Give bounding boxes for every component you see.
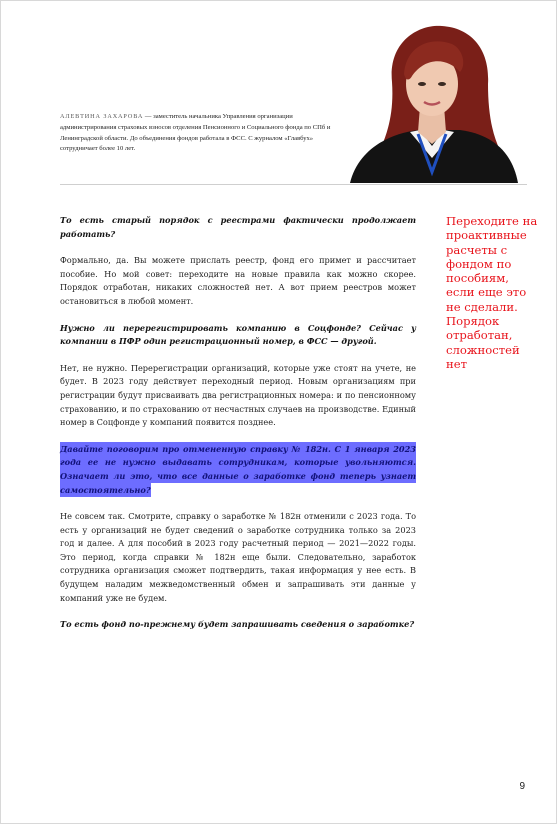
page-number: 9 — [519, 781, 525, 792]
author-bio-text: — заместитель начальника Управления организации администрирования страховых взносов отделения Пенсионного и Социального фонда по СПб и Ленинградской области. До объединения фондов работала в ФСС. С журналом «Главбух» сотрудничает более 10 лет. — [60, 113, 331, 153]
answer-1: Формально, да. Вы можете прислать реестр, фонд его примет и рассчитает пособие. Но мой совет: переходите на новые правила как можно скорее. Порядок отработан, никаких сложностей нет. А вот прием реестров может остановиться в любой момент. — [60, 255, 416, 306]
divider — [60, 184, 527, 185]
highlighted-question-3[interactable]: Давайте поговорим про отмененную справку № 182н. С 1 января 2023 года ее не нужно выдавать сотрудникам, которые увольняются. Означает ли это, что все данные о заработке фонд теперь узнает самостоятельно? — [60, 443, 416, 495]
pull-quote: Переходите на проактивные расчеты с фондом по пособиям, если еще это не сделали. Порядок отработан, сложностей нет — [446, 214, 538, 371]
portrait-photo — [340, 22, 525, 183]
answer-2: Нет, не нужно. Перерегистрации организаций, которые уже стоят на учете, не будет. В 2023 году действует переходный период. Новым организациям при регистрации будут присваивать два регистрационных номера: и по пенсионному страхованию, и по страхованию от несчастных случаев на производстве. Единый номер в Соцфонде у компаний появится позднее. — [60, 362, 416, 428]
answer-3: Не совсем так. Смотрите, справку о заработке № 182н отменили с 2023 года. То есть у организаций не будет сведений о заработке сотрудника только за 2023 год и далее. А для пособий в 2023 году расчетный период — 2021—2022 годы. Это период, когда справки № 182н еще были. Следовательно, заработок сотрудника организация сможет подтвердить, такая информация у нее есть. В будущем наладим межведомственный обмен и запрашивать эти данные у компаний уже не будем. — [60, 511, 416, 603]
author-name: АЛЕВТИНА ЗАХАРОВА — [60, 113, 144, 120]
question-1: То есть старый порядок с реестрами фактически продолжает работать? — [60, 215, 416, 239]
question-4: То есть фонд по-прежнему будет запрашивать сведения о заработке? — [60, 619, 415, 630]
question-2: Нужно ли перерегистрировать компанию в Соцфонде? Сейчас у компании в ПФР один регистрационный номер, в ФСС — другой. — [60, 322, 416, 347]
article-body — [60, 214, 416, 645]
author-bio — [60, 112, 350, 155]
